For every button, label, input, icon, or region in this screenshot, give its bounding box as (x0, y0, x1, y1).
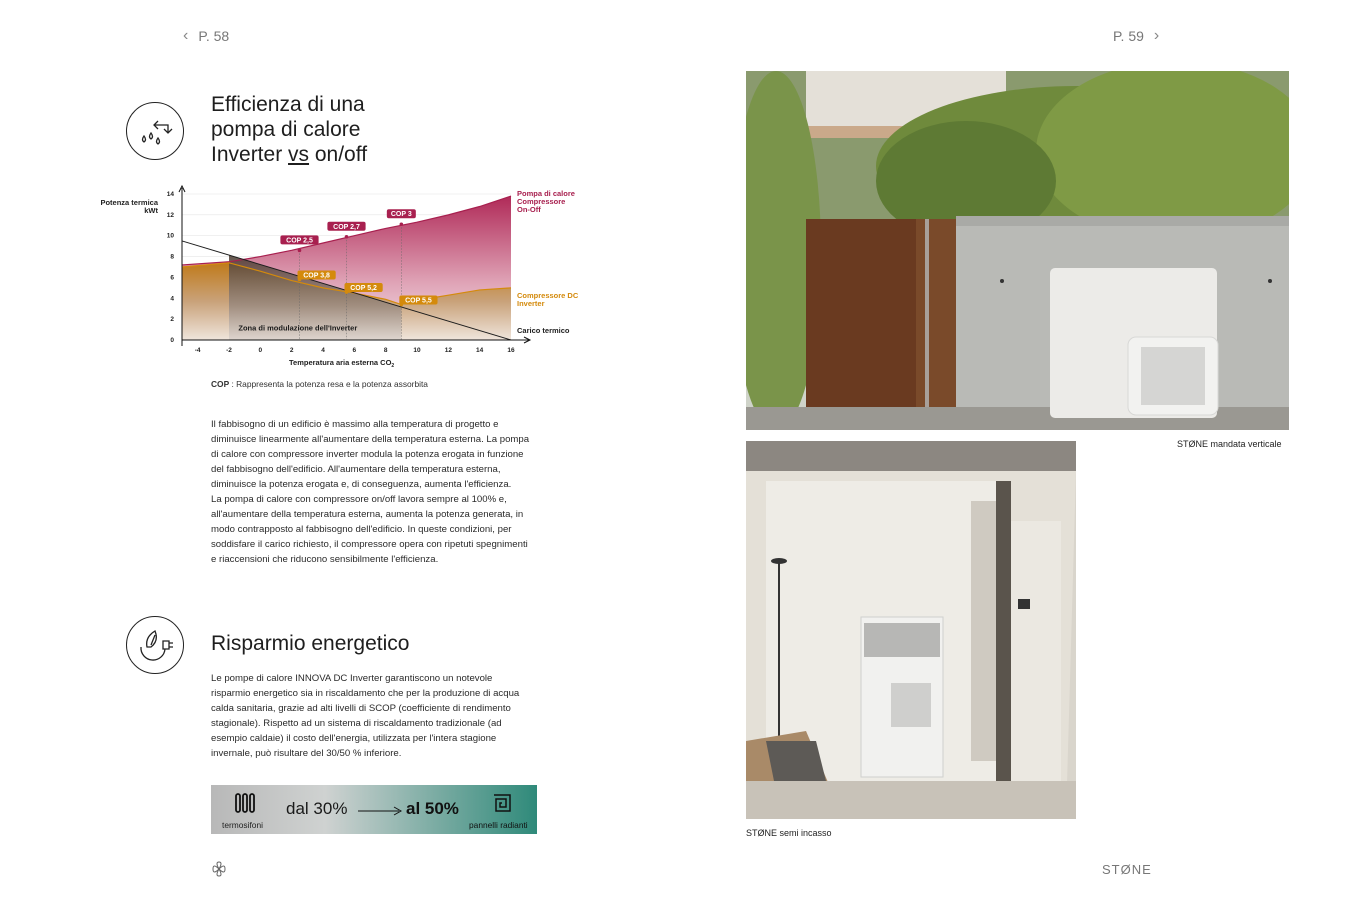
y-tick-label: 4 (170, 295, 174, 303)
y-tick-label: 14 (166, 191, 174, 198)
y-axis-label-1: Potenza termica (100, 198, 158, 207)
legend-inverter-1: Compressore DC (517, 291, 579, 300)
cop-inverter-label: COP 5,5 (405, 297, 432, 305)
leaf-plug-icon (126, 616, 184, 674)
legend-onoff-3: On-Off (517, 205, 541, 214)
radiators-label: termosifoni (222, 820, 263, 830)
y-tick-label: 6 (170, 274, 174, 282)
radiant-panels-label: pannelli radianti (469, 820, 528, 830)
y-tick-label: 2 (170, 316, 174, 324)
cop-onoff-label: COP 2,5 (286, 237, 313, 245)
cop-onoff-point (400, 222, 404, 226)
y-axis-label-2: kWt (144, 206, 158, 215)
cop-inverter-label: COP 3,8 (303, 272, 330, 280)
x-tick-label: 0 (258, 347, 263, 354)
to-percent: al 50% (406, 799, 459, 818)
cop-abbr: COP (211, 379, 230, 389)
chevron-left-icon: ‹ (183, 27, 189, 44)
x-tick-label: 10 (413, 347, 421, 354)
title-line-2: pompa di calore (211, 118, 361, 141)
legend-onoff-2: Compressore (517, 197, 566, 206)
y-tick-label: 10 (166, 232, 174, 240)
cop-onoff-point (298, 249, 302, 253)
cop-onoff-label: COP 2,7 (333, 223, 360, 231)
section-title-savings: Risparmio energetico (211, 632, 410, 655)
title-line-1: Efficienza di una (211, 93, 365, 116)
title-line-3-b: on/off (309, 143, 368, 166)
next-page-label: P. 59 (1113, 28, 1144, 44)
cop-inverter-label: COP 5,2 (350, 285, 377, 293)
title-line-3-a: Inverter (211, 143, 289, 166)
zone-label: Zona di modulazione dell'Inverter (238, 323, 358, 333)
x-tick-label: 2 (289, 347, 294, 354)
savings-paragraph: Le pompe di calore INNOVA DC Inverter garantiscono un notevole risparmio energetico sia in riscaldamento che per la produzione di acqua calda sanitaria, grazie ad alti livelli di SCOP (coefficiente di rendimento stagionale). Rispetto ad un sistema di riscaldamento tradizionale (ad esempio caldaie) il costo dell'energia, utilizzata per l'intera stagione invernale, può risultare del 30/50 % inferiore. (211, 673, 520, 759)
photo-interior-unit (746, 441, 1076, 819)
x-tick-label: 4 (321, 347, 325, 354)
prev-page-link[interactable] (183, 27, 229, 45)
savings-banner (211, 785, 537, 834)
from-percent: dal 30% (286, 799, 348, 818)
efficiency-chart (86, 184, 596, 374)
title-vs: vs (288, 143, 310, 166)
legend-onoff-1: Pompa di calore (517, 189, 575, 198)
x-tick-label: -2 (226, 347, 232, 354)
next-page-link[interactable] (1113, 27, 1159, 45)
arrow-right-icon (357, 806, 403, 816)
legend-inverter-2: Inverter (517, 299, 545, 308)
x-tick-label: 14 (476, 347, 484, 354)
x-tick-label: 8 (383, 347, 388, 354)
y-tick-label: 8 (170, 253, 174, 261)
y-tick-label: 0 (170, 337, 174, 344)
cop-onoff-label: COP 3 (390, 211, 412, 219)
cop-onoff-point (345, 235, 349, 239)
section-title-efficiency (211, 92, 367, 167)
chevron-right-icon: › (1153, 27, 1160, 44)
y-tick-label: 12 (166, 211, 174, 219)
radiant-panel-icon (492, 793, 512, 815)
efficiency-paragraph: Il fabbisogno di un edificio è massimo alla temperatura di progetto e diminuisce linearmente all'aumentare della temperatura esterna. La pompa di calore con compressore inverter modula la potenza erogata in funzione del fabbisogno dell'edificio. All'aumentare della temperatura esterna, diminuisce la potenza erogata e, di conseguenza, aumenta l'efficienza. La pompa di calore con compressore on/off lavora sempre al 100% e, all'aumentare della temperatura esterna, aumenta la potenza generata, in modo contrapposto al fabbisogno dell'edificio. In queste condizioni, per soddisfare il carico richiesto, il compressore opera con ripetuti spegnimenti e riaccensioni che riducono sensibilmente l'efficienza. (211, 419, 530, 565)
caption-top-photo: STØNE mandata verticale (1177, 439, 1282, 449)
cop-definition: : Rappresenta la potenza resa e la potenza assorbita (229, 379, 428, 389)
legend-load: Carico termico (517, 326, 570, 335)
cop-note (211, 379, 428, 389)
x-tick-label: 16 (507, 347, 515, 354)
water-drops-icon (126, 102, 184, 160)
photo-wall-unit (746, 71, 1289, 430)
footer-brand: STØNE (1102, 862, 1152, 877)
caption-bottom-photo: STØNE semi incasso (746, 828, 832, 838)
title-line-3 (211, 142, 367, 167)
x-axis-label: Temperatura aria esterna $CO_2$ (289, 358, 395, 369)
radiator-icon (233, 792, 259, 814)
x-tick-label: -4 (194, 347, 201, 354)
x-tick-label: 12 (444, 347, 452, 354)
flower-logo-icon (211, 861, 227, 877)
x-tick-label: 6 (352, 347, 357, 354)
prev-page-label: P. 58 (198, 28, 230, 44)
